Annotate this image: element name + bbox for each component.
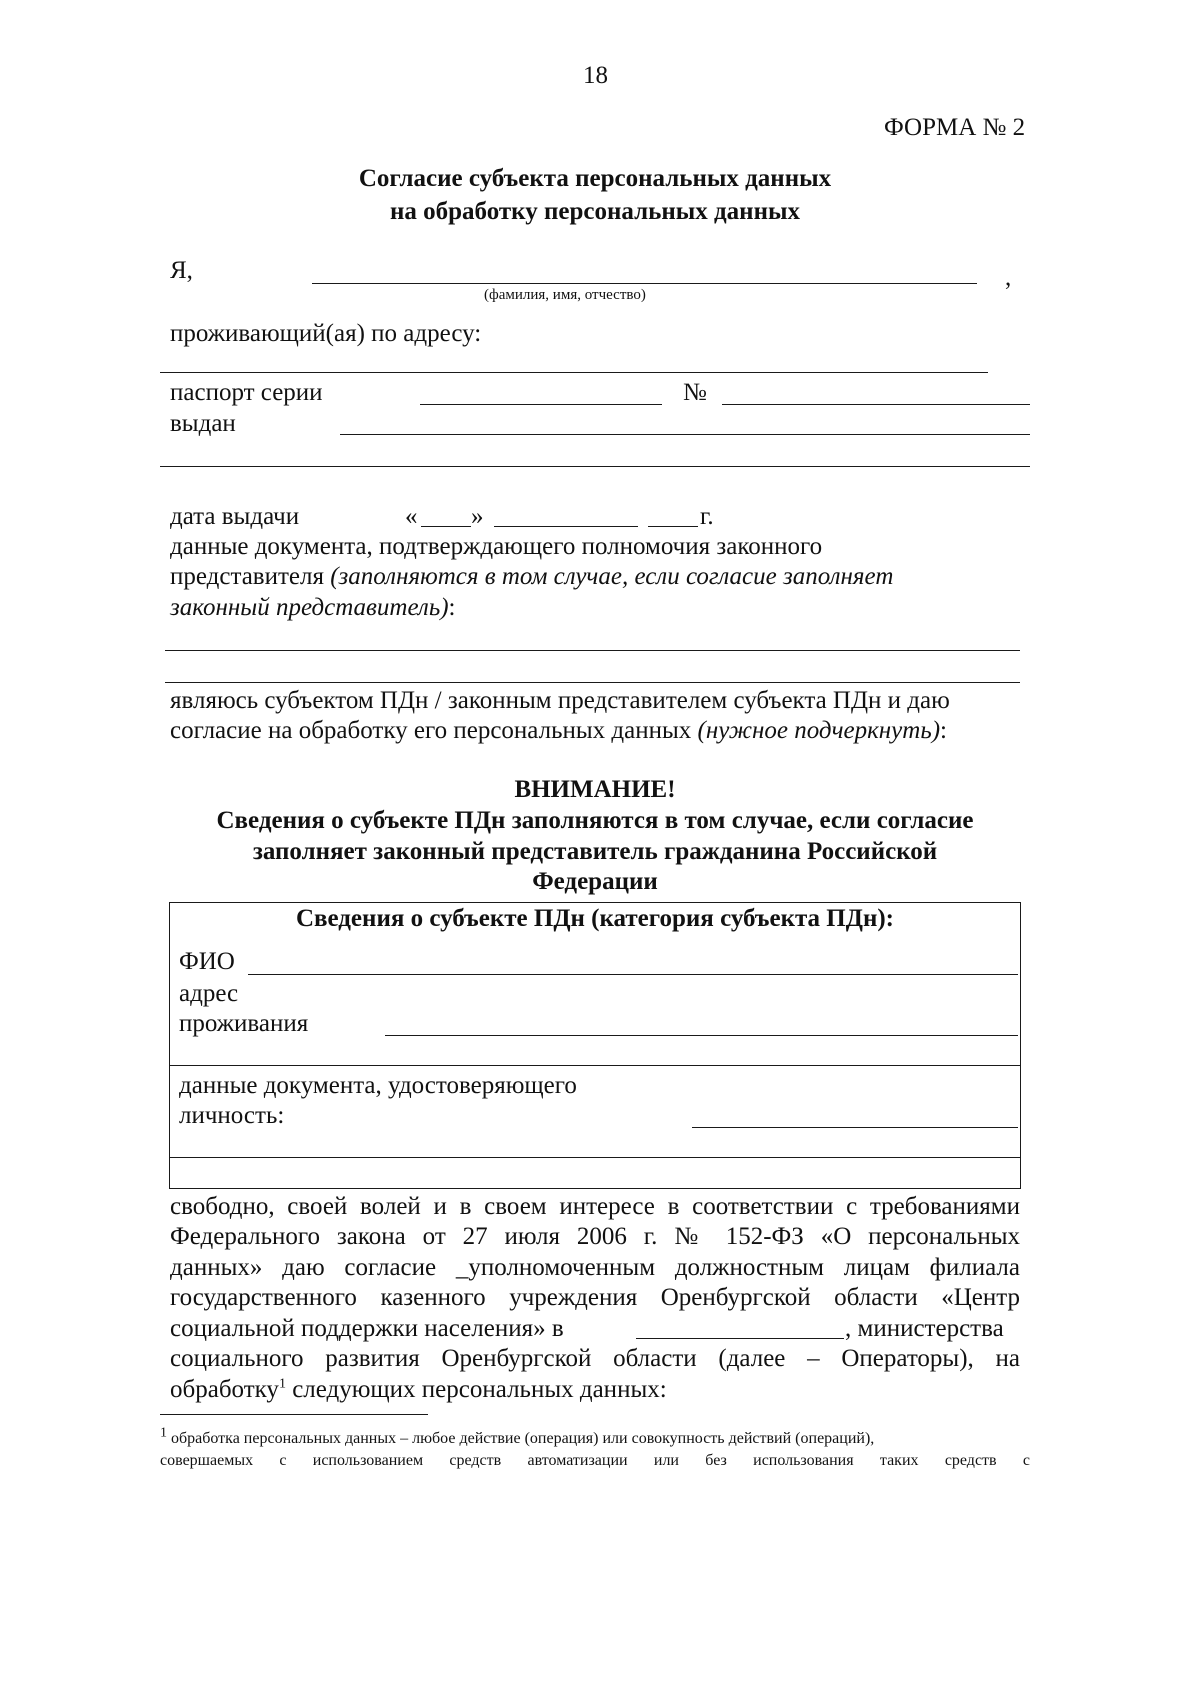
title-line-1: Согласие субъекта персональных данных xyxy=(358,165,832,192)
passport-number-sign: № xyxy=(683,379,707,406)
subject-box-divider-2 xyxy=(169,1157,1021,1158)
rep-doc-field-2[interactable] xyxy=(165,682,1020,683)
subject-statement-line-2-colon: : xyxy=(940,717,947,744)
issue-month-field[interactable] xyxy=(494,526,638,527)
issue-date-label: дата выдачи xyxy=(170,503,300,530)
body-line-7 xyxy=(170,1374,667,1406)
rep-doc-line-2-plain: представителя xyxy=(170,563,331,590)
subject-statement-line-2-italic: (нужное подчеркнуть) xyxy=(697,717,941,744)
rep-doc-line-3-italic: законный представитель) xyxy=(170,594,449,621)
subject-address-label-2: проживания xyxy=(179,1010,309,1037)
footnote-line-1-text: обработка персональных данных – любое действие (операция) или совокупность действий (операций), xyxy=(167,1430,875,1447)
subject-fio-field[interactable] xyxy=(248,974,1018,975)
fio-comma: , xyxy=(1005,264,1012,291)
fio-hint: (фамилия, имя, отчество) xyxy=(484,287,646,303)
year-suffix: г. xyxy=(700,503,714,530)
footnote-marker: 1 xyxy=(160,1425,167,1441)
attention-line-3: Федерации xyxy=(532,868,658,895)
body-line-3: данных» даю согласие _уполномоченным должностным лицам филиала xyxy=(170,1254,1020,1281)
rep-doc-line-3 xyxy=(170,592,456,624)
footnote-reference: 1 xyxy=(278,1376,286,1392)
issue-day-field[interactable] xyxy=(421,526,471,527)
issue-year-field[interactable] xyxy=(648,526,698,527)
subject-fio-label: ФИО xyxy=(179,948,235,975)
passport-number-field[interactable] xyxy=(722,404,1030,405)
subject-address-field[interactable] xyxy=(385,1035,1018,1036)
date-open-quote: « xyxy=(405,503,418,530)
passport-series-field[interactable] xyxy=(420,404,662,405)
date-close-quote: » xyxy=(471,503,484,530)
body-line-1: свободно, своей волей и в своем интересе в соответствии с требованиями xyxy=(170,1193,1020,1220)
footnote-line-1 xyxy=(160,1425,1030,1450)
body-line-7-a: обработку xyxy=(170,1376,279,1403)
title-line-2: на обработку персональных данных xyxy=(390,198,800,225)
body-line-7-b: следующих персональных данных: xyxy=(285,1376,667,1403)
body-city-field[interactable] xyxy=(636,1338,844,1339)
subject-doc-label-1: данные документа, удостоверяющего xyxy=(179,1072,577,1099)
subject-statement-line-2 xyxy=(170,715,947,747)
rep-doc-line-3-colon: : xyxy=(448,594,456,621)
rep-doc-line-1: данные документа, подтверждающего полномочия законного xyxy=(170,533,823,560)
footnote-line-2: совершаемых с использованием средств автоматизации или без использования таких средств с xyxy=(160,1452,1030,1469)
address-field[interactable] xyxy=(160,372,988,373)
passport-series-label: паспорт серии xyxy=(170,379,323,406)
ya-label: Я, xyxy=(170,257,193,284)
rep-doc-field-1[interactable] xyxy=(165,650,1020,651)
rep-doc-line-2 xyxy=(170,561,893,593)
subject-doc-label-2: личность: xyxy=(179,1102,285,1129)
issued-field-continued[interactable] xyxy=(160,466,1030,467)
body-line-5-a: социальной поддержки населения» в xyxy=(170,1315,564,1342)
subject-statement-line-1: являюсь субъектом ПДн / законным представителем субъекта ПДн и даю xyxy=(170,687,950,714)
footnote-separator xyxy=(160,1414,428,1415)
subject-address-label-1: адрес xyxy=(179,980,239,1007)
issued-label: выдан xyxy=(170,410,236,437)
attention-line-2: заполняет законный представитель гражданина Российской xyxy=(252,838,938,865)
attention-heading: ВНИМАНИЕ! xyxy=(514,776,676,803)
subject-box-heading: Сведения о субъекте ПДн (категория субъекта ПДн): xyxy=(295,905,895,932)
subject-info-box xyxy=(169,902,1021,1189)
form-label: ФОРМА № 2 xyxy=(884,114,1026,141)
address-label: проживающий(ая) по адресу: xyxy=(170,320,482,347)
subject-doc-field[interactable] xyxy=(692,1127,1018,1128)
attention-line-1: Сведения о субъекте ПДн заполняются в том случае, если согласие xyxy=(216,807,974,834)
subject-statement-line-2-plain: согласие на обработку его персональных данных xyxy=(170,717,698,744)
body-line-2: Федерального закона от 27 июля 2006 г. № 152-ФЗ «О персональных xyxy=(170,1223,1020,1250)
body-line-4: государственного казенного учреждения Оренбургской области «Центр xyxy=(170,1284,1020,1311)
page-number: 18 xyxy=(583,62,608,89)
body-line-5-b: , министерства xyxy=(845,1315,1004,1342)
fio-field[interactable] xyxy=(312,283,977,284)
subject-box-divider-1 xyxy=(169,1065,1021,1066)
body-line-6: социального развития Оренбургской области (далее – Операторы), на xyxy=(170,1345,1020,1372)
issued-field[interactable] xyxy=(340,434,1030,435)
rep-doc-line-2-italic: (заполняются в том случае, если согласие заполняет xyxy=(330,563,894,590)
